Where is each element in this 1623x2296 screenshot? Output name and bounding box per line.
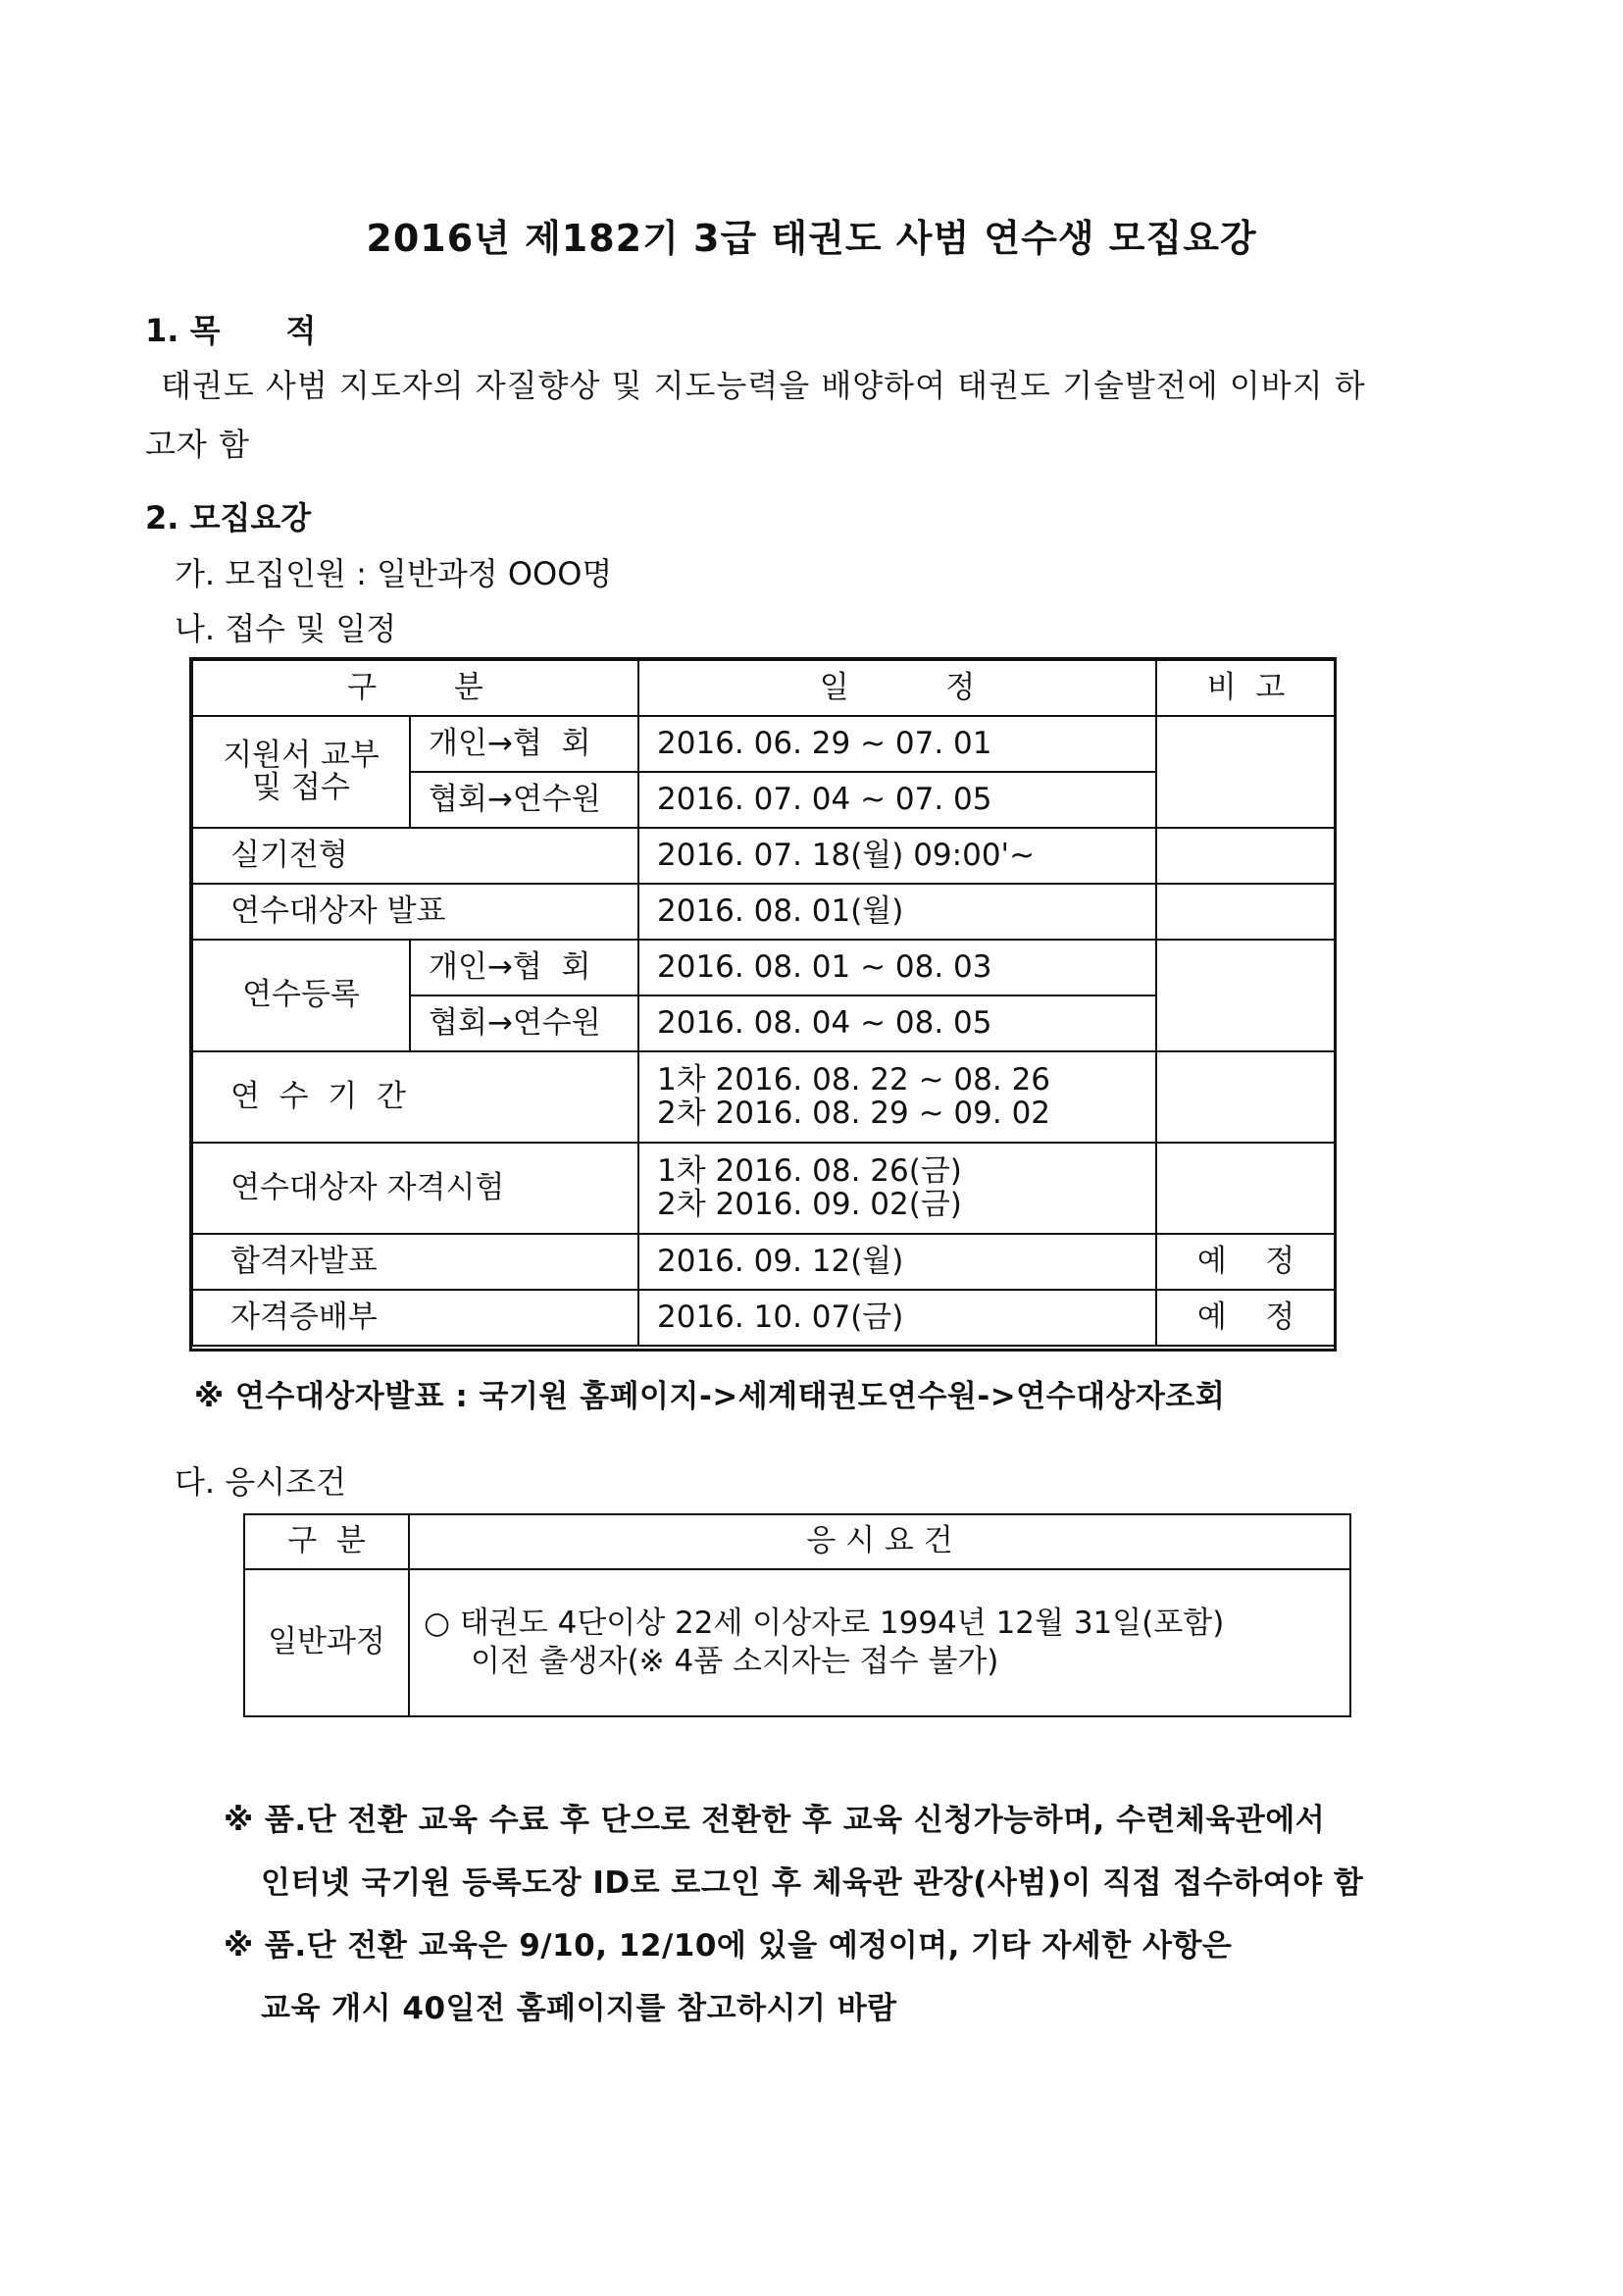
exam-label: 연수대상자 자격시험 xyxy=(192,1143,638,1234)
application-date-1: 2016. 06. 29 ~ 07. 01 xyxy=(638,716,1156,772)
period-date: 1차 2016. 08. 22 ~ 08. 26 2차 2016. 08. 29 ~ 09. 02 xyxy=(638,1051,1156,1143)
application-sub-1: 개인→협 회 xyxy=(410,716,638,772)
application-date-2: 2016. 07. 04 ~ 07. 05 xyxy=(638,772,1156,828)
cert-remarks: 예 정 xyxy=(1156,1290,1336,1346)
period-label: 연 수 기 간 xyxy=(192,1051,638,1143)
recruit-count: 가. 모집인원 : 일반과정 OOO명 xyxy=(175,555,613,592)
registration-sub-2: 협회→연수원 xyxy=(410,995,638,1051)
cond-row-requirements xyxy=(409,1569,1350,1716)
announce-label: 연수대상자 발표 xyxy=(192,884,638,940)
cond-row-label: 일반과정 xyxy=(244,1569,409,1716)
practical-date: 2016. 07. 18(월) 09:00'~ xyxy=(638,828,1156,884)
section-2-heading: 2. 모집요강 xyxy=(145,499,312,536)
announce-date: 2016. 08. 01(월) xyxy=(638,884,1156,940)
application-label: 지원서 교부 및 접수 xyxy=(192,716,410,828)
schedule-table xyxy=(191,659,1337,1347)
note-2-line-2: 교육 개시 40일전 홈페이지를 참고하시기 바람 xyxy=(261,1991,897,2026)
registration-label: 연수등록 xyxy=(192,940,410,1051)
section-1-heading: 1. 목 적 xyxy=(145,312,317,349)
cond-line-1: ○ 태권도 4단이상 22세 이상자로 1994년 12월 31일(포함) xyxy=(424,1605,1225,1641)
announce-remarks xyxy=(1156,884,1336,940)
note-1-line-1: ※ 품.단 전환 교육 수료 후 단으로 전환한 후 교육 신청가능하며, 수련체육관에서 xyxy=(224,1803,1326,1838)
period-remarks xyxy=(1156,1051,1336,1143)
practical-remarks xyxy=(1156,828,1336,884)
practical-label: 실기전형 xyxy=(192,828,638,884)
application-remarks xyxy=(1156,716,1336,828)
note-1-line-2: 인터넷 국기원 등록도장 ID로 로그인 후 체육관 관장(사범)이 직접 접수하여야 함 xyxy=(261,1865,1364,1901)
header-category: 구 분 xyxy=(192,660,638,716)
pass-remarks: 예 정 xyxy=(1156,1234,1336,1290)
pass-date: 2016. 09. 12(월) xyxy=(638,1234,1156,1290)
cond-header-requirements: 응 시 요 건 xyxy=(409,1514,1350,1569)
cond-header-category: 구 분 xyxy=(244,1514,409,1569)
note-2-line-1: ※ 품.단 전환 교육은 9/10, 12/10에 있을 예정이며, 기타 자세한 사항은 xyxy=(224,1928,1233,1964)
registration-sub-1: 개인→협 회 xyxy=(410,940,638,995)
registration-date-2: 2016. 08. 04 ~ 08. 05 xyxy=(638,995,1156,1051)
conditions-table xyxy=(243,1513,1351,1717)
registration-remarks xyxy=(1156,940,1336,1051)
schedule-note: ※ 연수대상자발표 : 국기원 홈페이지->세계태권도연수원->연수대상자조회 xyxy=(194,1379,1226,1414)
cond-line-2: 이전 출생자(※ 4품 소지자는 접수 불가) xyxy=(471,1644,999,1679)
exam-remarks xyxy=(1156,1143,1336,1234)
header-remarks: 비 고 xyxy=(1156,660,1336,716)
pass-label: 합격자발표 xyxy=(192,1234,638,1290)
registration-date-1: 2016. 08. 01 ~ 08. 03 xyxy=(638,940,1156,995)
conditions-subheading: 다. 응시조건 xyxy=(175,1463,346,1501)
exam-date: 1차 2016. 08. 26(금) 2차 2016. 09. 02(금) xyxy=(638,1143,1156,1234)
application-sub-2: 협회→연수원 xyxy=(410,772,638,828)
purpose-line-1: 태권도 사범 지도자의 자질향상 및 지도능력을 배양하여 태권도 기술발전에 이바지 하 xyxy=(161,367,1366,404)
purpose-line-2: 고자 함 xyxy=(145,426,250,463)
schedule-subheading: 나. 접수 및 일정 xyxy=(175,610,397,647)
header-schedule: 일 정 xyxy=(638,660,1156,716)
cert-date: 2016. 10. 07(금) xyxy=(638,1290,1156,1346)
cert-label: 자격증배부 xyxy=(192,1290,638,1346)
document-title: 2016년 제182기 3급 태권도 사범 연수생 모집요강 xyxy=(366,217,1257,260)
